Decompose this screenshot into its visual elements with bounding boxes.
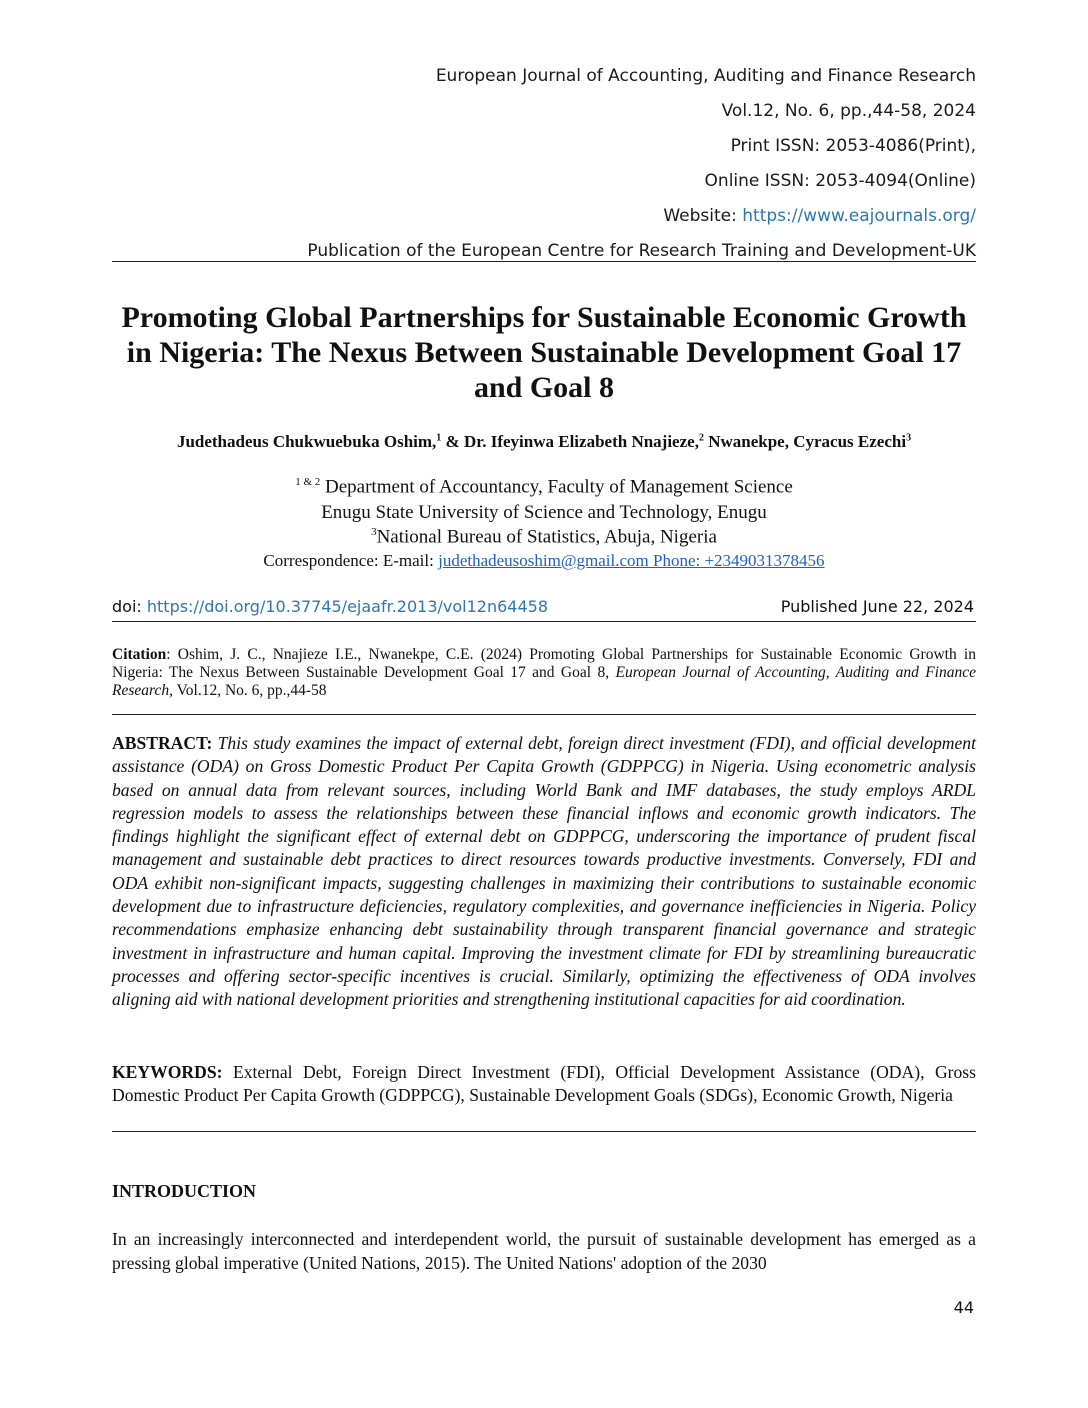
citation-label: Citation [112,646,167,663]
author-1-sup: 1 [436,432,442,444]
website-label: Website: [663,206,743,226]
keywords-text: External Debt, Foreign Direct Investment (FDI), Official Development Assistance (ODA), Gross Domestic Product Per Capita Growth (GDPPCG), Sustainable Development Goals (SDGs), Economic Growth, Nigeria [112,1062,976,1106]
header-divider [112,261,976,262]
affiliation-2: Enugu State University of Science and Technology, Enugu [321,502,767,523]
print-issn: Print ISSN: 2053-4086(Print), [730,136,976,156]
affiliation-1-sup: 1 & 2 [295,476,321,488]
doi-line [112,597,548,616]
publisher-line: Publication of the European Centre for Research Training and Development-UK [307,241,976,261]
author-2: & Dr. Ifeyinwa Elizabeth Nnajieze, [441,432,699,451]
online-issn: Online ISSN: 2053-4094(Online) [704,171,976,191]
website-link[interactable]: https://www.eajournals.org/ [742,206,976,226]
paper-title: Promoting Global Partnerships for Sustainable Economic Growth in Nigeria: The Nexus Between Sustainable Development Goal 17 and Goal 8 [121,301,967,404]
correspondence-email-link[interactable]: judethadeusoshim@gmail.com Phone: +2349031378456 [438,551,825,570]
abstract [112,732,976,1012]
correspondence [112,551,976,571]
author-1: Judethadeus Chukwuebuka Oshim, [176,432,437,451]
website-line [96,206,976,226]
citation-text-1: : Oshim, J. C., Nnajieze I.E., Nwanekpe, C.E. (2024) Promoting Global Partnerships for Sustainable Economic Growth in Nigeria: The Nexus Between Sustainable Development Goal 17 and Goal 8, [112,646,976,681]
citation-text-2: , Vol.12, No. 6, pp.,44-58 [169,682,327,699]
affiliation-3-text: National Bureau of Statistics, Abuja, Nigeria [376,526,717,548]
journal-volume: Vol.12, No. 6, pp.,44-58, 2024 [721,101,976,121]
author-3: Nwanekpe, Cyracus Ezechi [703,432,907,451]
doi-link[interactable]: https://doi.org/10.37745/ejaafr.2013/vol12n64458 [146,597,549,616]
affiliation-1 [112,476,976,498]
page-number: 44 [953,1298,974,1317]
correspondence-label: Correspondence: E-mail: [263,551,439,570]
citation [112,646,976,700]
keywords [112,1061,976,1108]
author-3-sup: 3 [906,432,912,444]
citation-divider [112,714,976,715]
author-list [100,432,988,452]
doi-divider [112,621,976,622]
author-2-sup: 2 [698,432,704,444]
affiliation-3-sup: 3 [371,526,377,538]
abstract-text: This study examines the impact of external debt, foreign direct investment (FDI), and official development assistance (ODA) on Gross Domestic Product Per Capita Growth (GDPPCG) in Nigeria. Using econometric analysis based on annual data from relevant sources, including World Bank and IMF databases, the study employs ARDL regression models to assess the relationships between these financial inflows and economic growth indicators. The findings highlight the significant effect of external debt on GDPPCG, underscoring the importance of prudent fiscal management and sustainable debt practices to direct resources towards productive investments. Conversely, FDI and ODA exhibit non-significant impacts, suggesting challenges in maximizing their contributions to sustainable economic development due to infrastructure deficiencies, regulatory complexities, and governance inefficiencies in Nigeria. Policy recommendations emphasize enhancing debt sustainability through transparent financial governance and strategic investment in infrastructure and human capital. Improving the investment climate for FDI by streamlining bureaucratic processes and offering sector-specific incentives is crucial. Similarly, optimizing the effectiveness of ODA involves aligning aid with national development priorities and strengthening institutional capacities for aid coordination. [112,733,976,1010]
journal-name: European Journal of Accounting, Auditing and Finance Research [435,66,976,86]
published-date: Published June 22, 2024 [780,597,974,616]
introduction-paragraph: In an increasingly interconnected and interdependent world, the pursuit of sustainable development has emerged as a pressing global imperative (United Nations, 2015). The United Nations' adoption of the 2030 [112,1229,976,1273]
keywords-label: KEYWORDS: [112,1062,223,1082]
abstract-label: ABSTRACT: [112,733,213,753]
keywords-divider [112,1131,976,1132]
affiliation-1-text: Department of Accountancy, Faculty of Management Science [320,476,793,498]
citation-journal: European Journal of Accounting, Auditing and Finance Research [112,664,976,699]
affiliation-3 [112,526,976,548]
introduction-heading: INTRODUCTION [112,1181,257,1201]
doi-label: doi: [112,597,147,616]
